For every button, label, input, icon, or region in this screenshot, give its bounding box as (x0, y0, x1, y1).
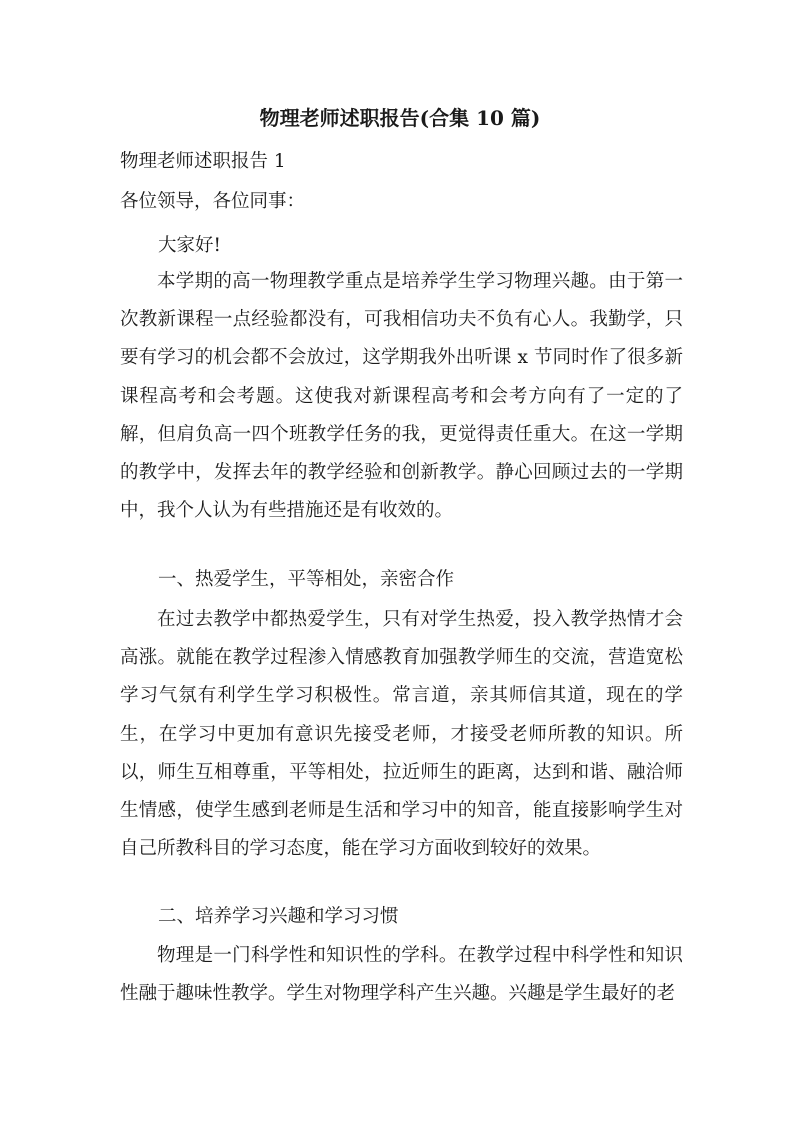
greeting: 大家好! (158, 235, 221, 256)
document-title: 物理老师述职报告(合集 10 篇) (259, 106, 541, 130)
salutation: 各位领导，各位同事： (120, 191, 306, 212)
paragraph-2: 在过去教学中都热爱学生，只有对学生热爱，投入教学热情才会高涨。就能在教学过程渗入情感教育加强教学师生的交流，营造宽松学习气氛有利学生学习积极性。常言道，亲其师信其道，现在的学生，在学习中更加有意识先接受老师，才接受老师所教的知识。所以，师生互相尊重，平等相处，拉近师生的距离，达到和谐、融洽师生情感，使学生感到老师是生活和学习中的知音，能直接影响学生对自己所教科目的学习态度，能在学习方面收到较好的效果。 (120, 609, 683, 860)
paragraph-3: 物理是一门科学性和知识性的学科。在教学过程中科学性和知识性融于趣味性教学。学生对物理学科产生兴趣。兴趣是学生最好的老 (120, 945, 683, 1005)
section-title: 物理老师述职报告 1 (120, 151, 286, 172)
paragraph-1: 本学期的高一物理教学重点是培养学生学习物理兴趣。由于第一次教新课程一点经验都没有，可我相信功夫不负有心人。我勤学，只要有学习的机会都不会放过，这学期我外出听课 x 节同时作了很多新课程高考和会考题。这使我对新课程高考和会考方向有了一定的了解，但肩负高一四个班教学任务的我，更觉得责任重大。在这一学期的教学中，发挥去年的教学经验和创新教学。静心回顾过去的一学期中，我个人认为有些措施还是有收效的。 (120, 271, 683, 522)
heading-1: 一、热爱学生，平等相处，亲密合作 (158, 569, 455, 590)
heading-2: 二、培养学习兴趣和学习习惯 (158, 906, 399, 927)
